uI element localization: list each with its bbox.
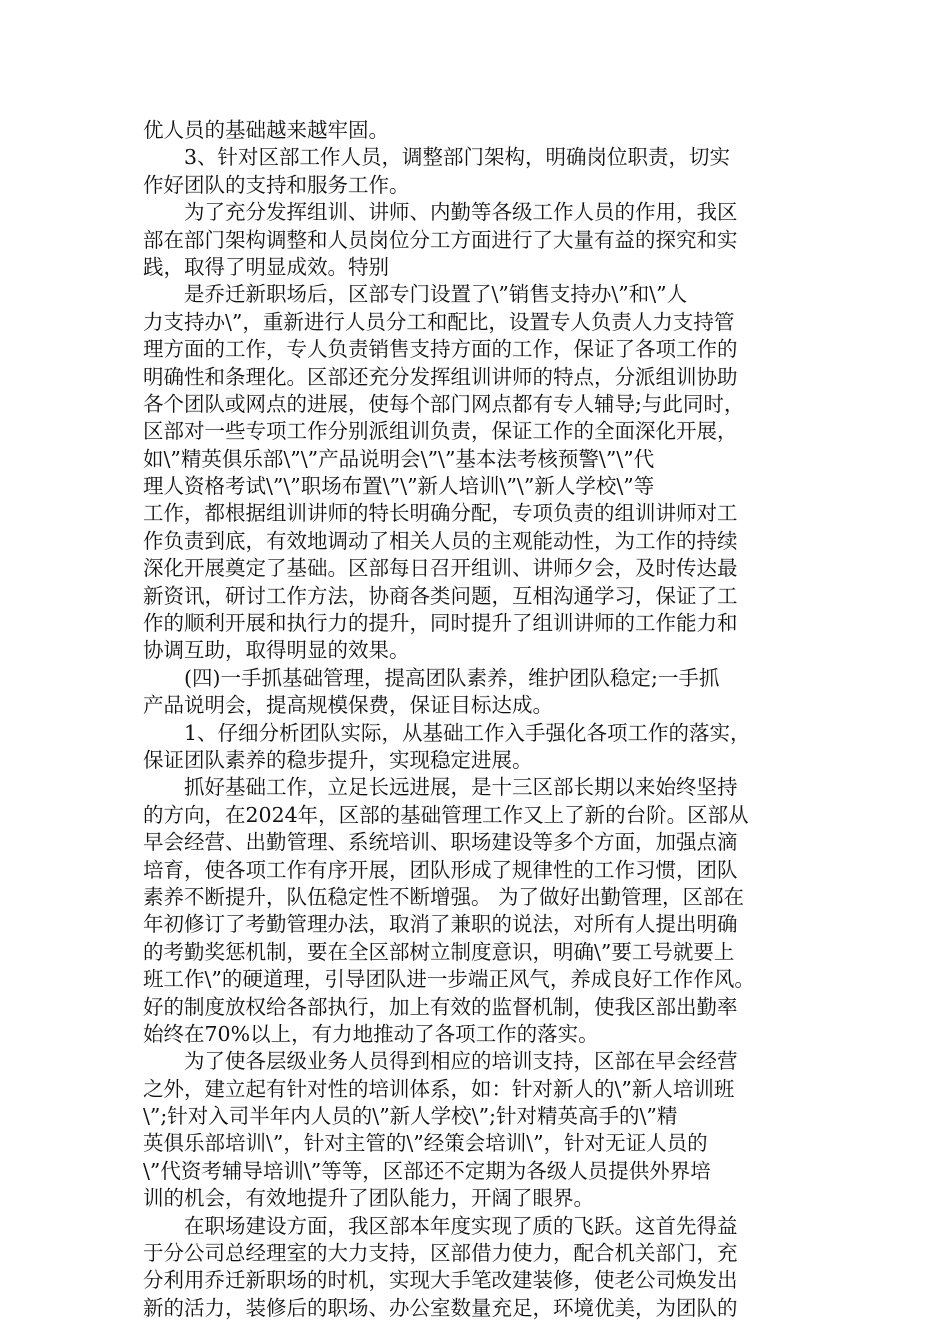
text-line: 分利用乔迁新职场的时机，实现大手笔改建装修，使老公司焕发出 — [143, 1268, 738, 1293]
text-line: 3、针对区部工作人员，调整部门架构，明确岗位职责，切实 — [143, 145, 731, 170]
text-line: 为了使各层级业务人员得到相应的培训支持，区部在早会经营 — [143, 1049, 738, 1074]
text-line: 年初修订了考勤管理办法，取消了兼职的说法，对所有人提出明确 — [143, 912, 738, 937]
text-line: 力支持办\”，重新进行人员分工和配比，设置专人负责人力支持管 — [143, 309, 735, 334]
text-line: 产品说明会，提高规模保费，保证目标达成。 — [143, 693, 553, 718]
text-line: 部在部门架构调整和人员岗位分工方面进行了大量有益的探究和实 — [143, 227, 738, 252]
text-line: 早会经营、出勤管理、系统培训、职场建设等多个方面，加强点滴 — [143, 830, 738, 855]
text-line: 培育，使各项工作有序开展，团队形成了规律性的工作习惯，团队 — [143, 857, 738, 882]
text-line: 是乔迁新职场后，区部专门设置了\”销售支持办\”和\”人 — [143, 282, 688, 307]
text-line: (四)一手抓基础管理，提高团队素养，维护团队稳定;一手抓 — [143, 665, 720, 690]
text-line: 如\”精英俱乐部\”\”产品说明会\”\”基本法考核预警\”\”代 — [143, 446, 655, 471]
text-line: 新的活力，装修后的职场、办公室数量充足，环境优美，为团队的 — [143, 1295, 738, 1320]
text-line: 之外，建立起有针对性的培训体系，如：针对新人的\”新人培训班 — [143, 1076, 735, 1101]
text-line: 班工作\”的硬道理，引导团队进一步端正风气，养成良好工作作风。 — [143, 967, 755, 992]
text-line: 优人员的基础越来越牢固。 — [143, 118, 389, 142]
text-line: 素养不断提升，队伍稳定性不断增强。 为了做好出勤管理，区部在 — [143, 884, 745, 909]
text-line: 各个团队或网点的进展，使每个部门网点都有专人辅导;与此同时， — [143, 391, 745, 416]
body-text — [143, 117, 823, 1322]
text-line: 的方向，在2024年，区部的基础管理工作又上了新的台阶。区部从 — [143, 802, 749, 827]
text-line: 深化开展奠定了基础。区部每日召开组训、讲师夕会，及时传达最 — [143, 556, 738, 581]
text-line: 明确性和条理化。区部还充分发挥组训讲师的特点，分派组训协助 — [143, 364, 738, 389]
text-line: 新资讯，研讨工作方法，协商各类问题，互相沟通学习，保证了工 — [143, 583, 738, 608]
text-line: 保证团队素养的稳步提升，实现稳定进展。 — [143, 747, 533, 772]
text-line: 好的制度放权给各部执行，加上有效的监督机制，使我区部出勤率 — [143, 994, 738, 1019]
text-line: 于分公司总经理室的大力支持，区部借力使力，配合机关部门，充 — [143, 1241, 738, 1266]
text-line: 英俱乐部培训\”，针对主管的\”经策会培训\”，针对无证人员的 — [143, 1131, 708, 1156]
text-line: 1、仔细分析团队实际，从基础工作入手强化各项工作的落实， — [143, 720, 751, 745]
text-line: 在职场建设方面，我区部本年度实现了质的飞跃。这首先得益 — [143, 1213, 738, 1238]
text-line: \”代资考辅导培训\”等等，区部还不定期为各级人员提供外界培 — [143, 1158, 711, 1183]
text-line: 理人资格考试\”\”职场布置\”\”新人培训\”\”新人学校\”等 — [143, 474, 655, 499]
text-line: 协调互助，取得明显的效果。 — [143, 638, 410, 663]
text-line: 区部对一些专项工作分别派组训负责，保证工作的全面深化开展， — [143, 419, 738, 444]
text-line: 作负责到底，有效地调动了相关人员的主观能动性，为工作的持续 — [143, 528, 738, 553]
text-line: 为了充分发挥组训、讲师、内勤等各级工作人员的作用，我区 — [143, 200, 738, 225]
text-line: 理方面的工作，专人负责销售支持方面的工作，保证了各项工作的 — [143, 337, 738, 362]
text-line: 作的顺利开展和执行力的提升，同时提升了组训讲师的工作能力和 — [143, 611, 738, 636]
text-line: 践，取得了明显成效。特别 — [143, 254, 389, 279]
text-line: 工作，都根据组训讲师的特长明确分配，专项负责的组训讲师对工 — [143, 501, 738, 526]
text-line: 抓好基础工作，立足长远进展，是十三区部长期以来始终坚持 — [143, 775, 738, 800]
text-line: 作好团队的支持和服务工作。 — [143, 172, 410, 197]
text-line: 始终在70%以上，有力地推动了各项工作的落实。 — [143, 1021, 599, 1046]
text-line: \”;针对入司半年内人员的\”新人学校\”;针对精英高手的\”精 — [143, 1104, 678, 1129]
text-line: 训的机会，有效地提升了团队能力，开阔了眼界。 — [143, 1186, 594, 1211]
text-line: 的考勤奖惩机制，要在全区部树立制度意识，明确\”要工号就要上 — [143, 939, 735, 964]
